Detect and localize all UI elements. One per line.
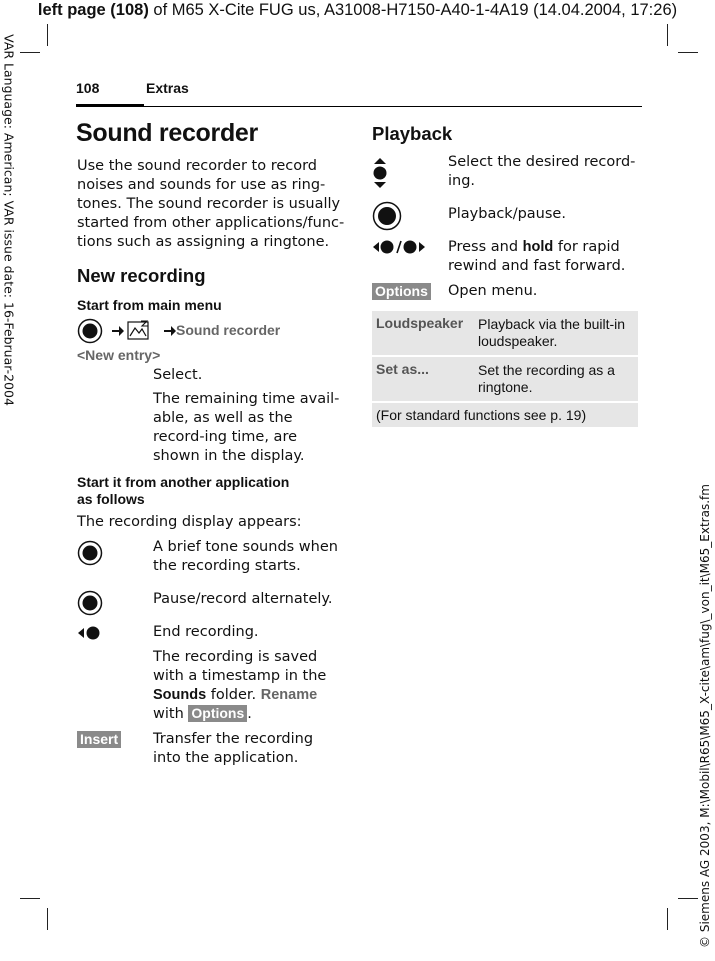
nav-left-right-icon <box>372 240 426 254</box>
header-rule-accent <box>76 104 144 107</box>
side-text-right: © Siemens AG 2003, M:\Mobil\R65\M65_X-cite\am\fug\_von_it\M65_Extras.fm <box>698 483 712 948</box>
crop-mark <box>20 52 40 53</box>
menu-path <box>77 318 337 344</box>
intro-paragraph: Use the sound recorder to record noises and sounds for use as ring-tones. The sound recorder is usually started from other applications/func-tions such as assigning a ringtone. <box>77 158 345 250</box>
nav-left-icon <box>77 626 103 640</box>
section-title: Extras <box>146 80 189 96</box>
nav-updown-icon <box>372 157 388 189</box>
select-text: Select. <box>153 367 203 383</box>
print-header-rest: of M65 X-Cite FUG us, A31008-H7150-A40-1-4A19 (14.04.2004, 17:26) <box>148 1 678 19</box>
arrow-right-icon <box>163 324 177 338</box>
playback-row-text: Playback/pause. <box>448 206 566 222</box>
start-main-menu-heading: Start from main menu <box>77 297 222 313</box>
step-text: A brief tone sounds when the recording starts. <box>153 539 338 574</box>
extras-menu-icon <box>127 319 151 341</box>
playback-heading: Playback <box>372 123 453 144</box>
options-text: Open menu. <box>448 283 538 299</box>
insert-text: Transfer the recording into the application. <box>153 731 314 766</box>
center-key-icon <box>77 590 103 616</box>
new-recording-heading: New recording <box>77 265 206 286</box>
display-appears-text: The recording display appears: <box>77 514 302 530</box>
print-header <box>0 0 715 20</box>
center-key-icon <box>77 318 103 344</box>
new-entry-label: <New entry> <box>77 347 161 363</box>
remaining-text: The remaining time avail-able, as well as the record-ing time, are shown in the display. <box>153 391 340 464</box>
crop-mark <box>667 24 668 46</box>
options-table <box>372 311 638 427</box>
start-other-app-heading: Start it from another application as follows <box>77 474 290 507</box>
crop-mark <box>47 24 48 46</box>
print-header-bold: left page (108) <box>37 1 149 19</box>
crop-mark <box>47 908 48 930</box>
table-row: Set as... Set the recording as a ringtone. <box>372 357 638 403</box>
saved-text: The recording is saved with a timestamp in the Sounds folder. Rename with Options . <box>153 649 327 722</box>
center-key-icon <box>372 201 402 231</box>
page-number: 108 <box>76 80 100 96</box>
insert-softkey: Insert <box>77 731 121 748</box>
crop-mark <box>678 52 698 53</box>
step-text: Pause/record alternately. <box>153 591 333 607</box>
crop-mark <box>667 908 668 930</box>
rewind-text: Press and hold for rapid rewind and fast forward. <box>448 239 626 274</box>
step-text: End recording. <box>153 624 259 640</box>
side-text-left: VAR Language: American; VAR issue date: 16-Februar-2004 <box>1 34 16 406</box>
options-softkey: Options <box>188 705 247 722</box>
crop-mark <box>20 898 40 899</box>
table-row: Loudspeaker Playback via the built-in loudspeaker. <box>372 311 638 357</box>
arrow-right-icon <box>111 324 125 338</box>
options-softkey: Options <box>372 283 431 300</box>
playback-row-text: Select the desired record-ing. <box>448 154 636 189</box>
center-key-icon <box>77 540 103 566</box>
header-rule <box>76 106 642 107</box>
page-heading: Sound recorder <box>76 119 258 147</box>
table-footer: (For standard functions see p. 19) <box>372 403 638 427</box>
path-label: Sound recorder <box>176 322 281 338</box>
